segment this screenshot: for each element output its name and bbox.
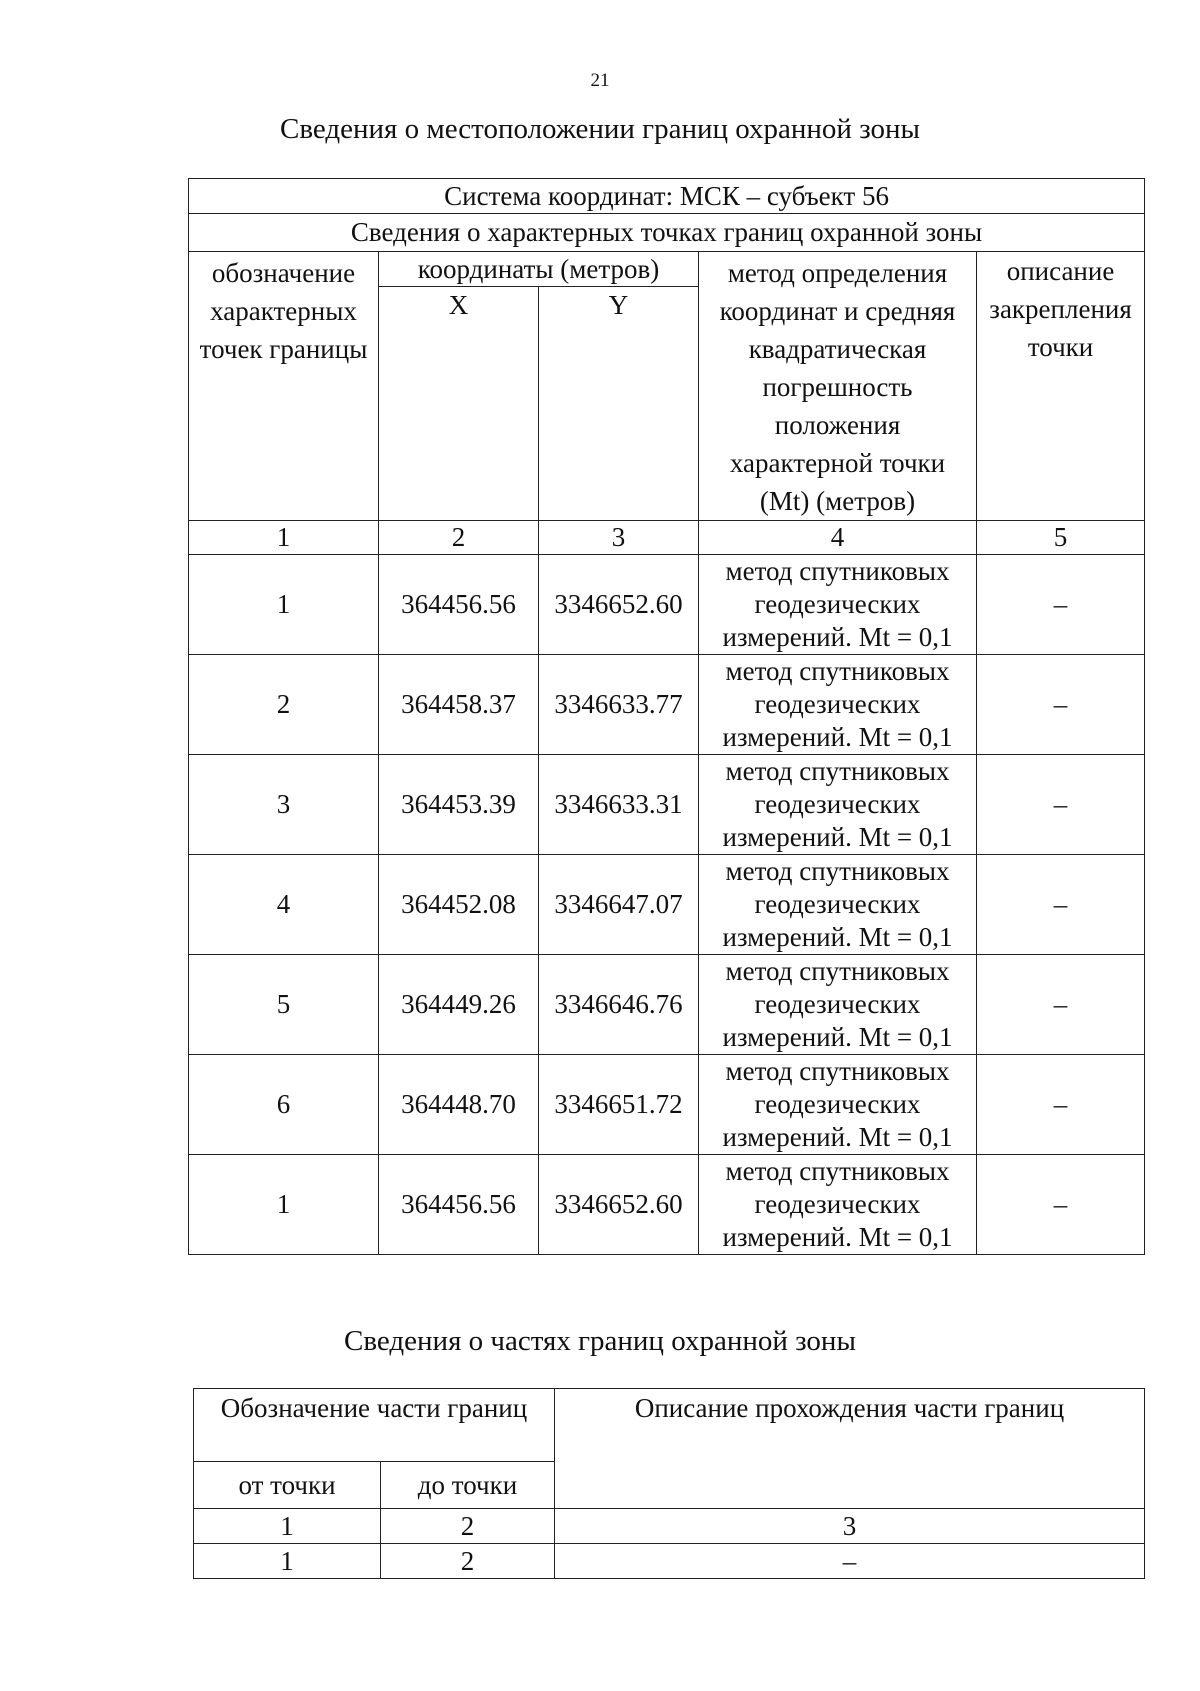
column-number: 5 (977, 521, 1145, 555)
col-description-header: описание закрепления точки (977, 252, 1145, 521)
coord-y: 3346652.60 (539, 1155, 699, 1255)
from-point: 1 (194, 1544, 381, 1579)
page-number: 21 (590, 70, 610, 91)
main-title: Сведения о местоположении границ охранной зоны (279, 113, 920, 145)
table-row (189, 755, 1145, 855)
col-point-designation-header: обозначение характерных точек границы (189, 252, 379, 521)
parts-title: Сведения о частях границ охранной зоны (344, 1325, 856, 1357)
part-description: – (555, 1544, 1145, 1579)
point-id: 6 (189, 1055, 379, 1155)
col-method-header: метод определения координат и средняя квадратическая погрешность положения характерной точки (Mt) (метров) (699, 252, 977, 521)
coord-y: 3346651.72 (539, 1055, 699, 1155)
coord-x: 364449.26 (379, 955, 539, 1055)
fixation-description: – (977, 955, 1145, 1055)
coord-x: 364448.70 (379, 1055, 539, 1155)
fixation-description: – (977, 755, 1145, 855)
point-id: 1 (189, 1155, 379, 1255)
coordinate-system-header: Система координат: МСК – субъект 56 (189, 179, 1145, 214)
fixation-description: – (977, 555, 1145, 655)
column-number: 2 (381, 1509, 555, 1544)
method: метод спутниковых геодезических измерений. Mt = 0,1 (699, 1155, 977, 1255)
table-row (189, 1155, 1145, 1255)
to-point: 2 (381, 1544, 555, 1579)
col-x-header: X (379, 287, 539, 521)
fixation-description: – (977, 855, 1145, 955)
col-y-header: Y (539, 287, 699, 521)
column-number: 3 (539, 521, 699, 555)
col-part-description-header: Описание прохождения части границ (555, 1389, 1145, 1509)
boundary-parts-table (193, 1388, 1145, 1579)
points-subheader: Сведения о характерных точках границ охранной зоны (189, 214, 1145, 252)
method: метод спутниковых геодезических измерений. Mt = 0,1 (699, 1055, 977, 1155)
col-from-point-header: от точки (194, 1462, 381, 1509)
fixation-description: – (977, 655, 1145, 755)
column-number: 2 (379, 521, 539, 555)
coord-x: 364458.37 (379, 655, 539, 755)
coord-y: 3346633.77 (539, 655, 699, 755)
column-numbers-row (194, 1509, 1145, 1544)
table-row (194, 1544, 1145, 1579)
coord-x: 364456.56 (379, 555, 539, 655)
coord-y: 3346646.76 (539, 955, 699, 1055)
coord-x: 364452.08 (379, 855, 539, 955)
method: метод спутниковых геодезических измерений. Mt = 0,1 (699, 655, 977, 755)
coord-y: 3346652.60 (539, 555, 699, 655)
coord-x: 364456.56 (379, 1155, 539, 1255)
fixation-description: – (977, 1155, 1145, 1255)
table-row (189, 855, 1145, 955)
column-numbers-row (189, 521, 1145, 555)
column-number: 4 (699, 521, 977, 555)
fixation-description: – (977, 1055, 1145, 1155)
table-row (189, 1055, 1145, 1155)
point-id: 1 (189, 555, 379, 655)
point-id: 4 (189, 855, 379, 955)
table-row (189, 655, 1145, 755)
point-id: 2 (189, 655, 379, 755)
boundary-points-table (188, 178, 1145, 1255)
column-number: 1 (189, 521, 379, 555)
method: метод спутниковых геодезических измерений. Mt = 0,1 (699, 555, 977, 655)
point-id: 3 (189, 755, 379, 855)
coord-x: 364453.39 (379, 755, 539, 855)
column-number: 1 (194, 1509, 381, 1544)
method: метод спутниковых геодезических измерений. Mt = 0,1 (699, 855, 977, 955)
method: метод спутниковых геодезических измерений. Mt = 0,1 (699, 955, 977, 1055)
point-id: 5 (189, 955, 379, 1055)
method: метод спутниковых геодезических измерений. Mt = 0,1 (699, 755, 977, 855)
col-to-point-header: до точки (381, 1462, 555, 1509)
col-coordinates-header: координаты (метров) (379, 252, 699, 287)
table-row (189, 555, 1145, 655)
table-row (189, 955, 1145, 1055)
col-part-designation-header: Обозначение части границ (194, 1389, 555, 1462)
column-number: 3 (555, 1509, 1145, 1544)
coord-y: 3346633.31 (539, 755, 699, 855)
coord-y: 3346647.07 (539, 855, 699, 955)
